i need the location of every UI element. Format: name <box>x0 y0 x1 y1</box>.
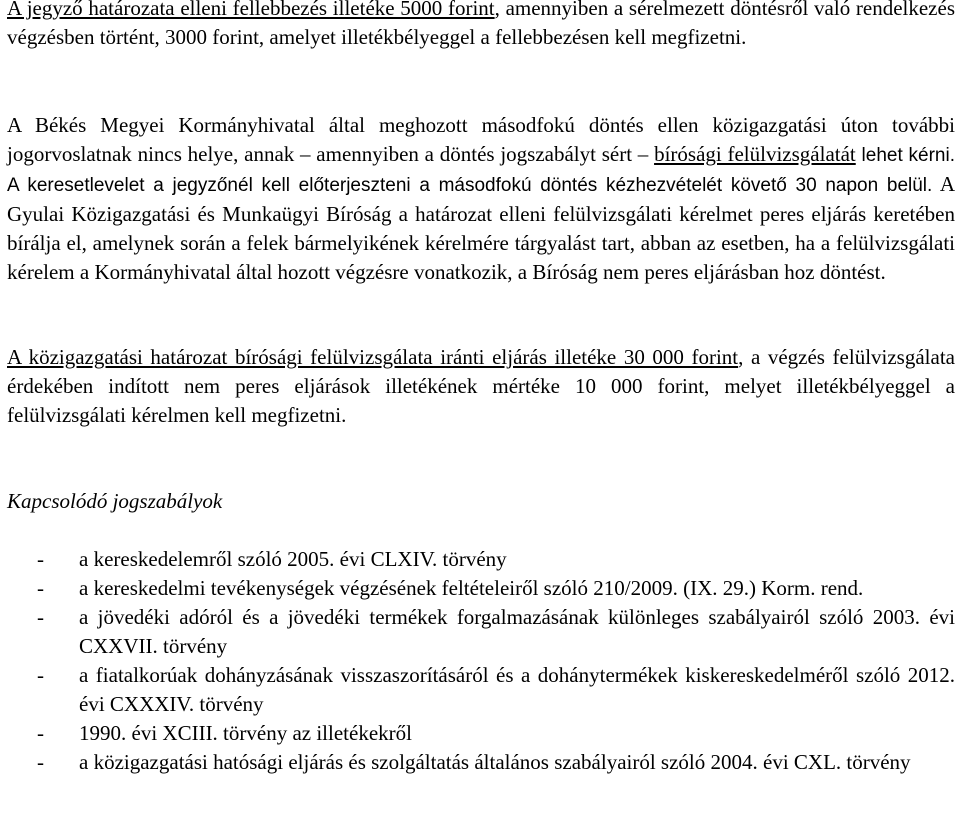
paragraph-review-fee <box>7 343 955 430</box>
related-laws-heading: Kapcsolódó jogszabályok <box>7 489 223 513</box>
list-dash: - <box>37 547 44 571</box>
law-item <box>7 545 955 574</box>
law-text: a kereskedelmi tevékenységek végzésének feltételeiről szóló 210/2009. (IX. 29.) Korm. rend. <box>79 576 864 600</box>
law-item <box>7 748 955 777</box>
paragraph-judicial-review <box>7 111 955 287</box>
law-text: a közigazgatási hatósági eljárás és szolgáltatás általános szabályairól szóló 2004. évi CXL. törvény <box>79 750 911 774</box>
review-underlined: bírósági felülvizsgálatát <box>654 142 856 166</box>
list-dash: - <box>37 721 44 745</box>
law-item <box>7 661 955 719</box>
list-dash: - <box>37 750 44 774</box>
list-dash: - <box>37 576 44 600</box>
law-text: a kereskedelemről szóló 2005. évi CLXIV. törvény <box>79 547 507 571</box>
law-text: a jövedéki adóról és a jövedéki termékek forgalmazásának különleges szabályairól szóló 2003. évi CXXVII. törvény <box>79 605 955 658</box>
review-text-3: A Gyulai Közigazgatási és Munkaügyi Bíróság a határozat elleni felülvizsgálati kérelmet peres eljárás keretében bírálja el, amelynek során a felek bármelyikének kérelmére tárgyalást tart, abban az esetben, ha a felülvizsgálati kérelem a Kormányhivatal által hozott végzésre vonatkozik, a Bíróság nem peres eljárásban hoz döntést. <box>7 172 955 284</box>
review-fee-underlined: A közigazgatási határozat bírósági felülvizsgálata iránti eljárás illetéke 30 000 forint <box>7 345 739 369</box>
law-text: a fiatalkorúak dohányzásának visszaszorításáról és a dohánytermékek kiskereskedelméről szóló 2012. évi CXXXIV. törvény <box>79 663 955 716</box>
review-fee-text: , a végzés felülvizsgálata érdekében indított nem peres eljárások illetékének mértéke 10 000 forint, melyet illetékbélyeggel a felülvizsgálati kérelmen kell megfizetni. <box>7 345 955 427</box>
appeal-fee-text: , amennyiben a sérelmezett döntésről való rendelkezés végzésben történt, 3000 forint, amelyet illetékbélyeggel a fellebbezésen kell megfizetni. <box>7 0 955 49</box>
paragraph-appeal-fee <box>7 0 955 52</box>
list-dash: - <box>37 605 44 629</box>
list-dash: - <box>37 663 44 687</box>
law-item <box>7 603 955 661</box>
related-laws-list <box>7 545 955 777</box>
law-text: 1990. évi XCIII. törvény az illetékekről <box>79 721 412 745</box>
review-text-2: lehet kérni. A keresetlevelet a jegyzőnél kell előterjeszteni a másodfokú döntés kézhezvételét követő 30 napon belül. <box>7 145 955 196</box>
appeal-fee-underlined: A jegyző határozata elleni fellebbezés illetéke 5000 forint <box>7 0 495 20</box>
law-item <box>7 574 955 603</box>
law-item <box>7 719 955 748</box>
review-text-1: A Békés Megyei Kormányhivatal által meghozott másodfokú döntés ellen közigazgatási úton további jogorvoslatnak nincs helye, annak – amennyiben a döntés jogszabályt sért – <box>7 113 955 166</box>
